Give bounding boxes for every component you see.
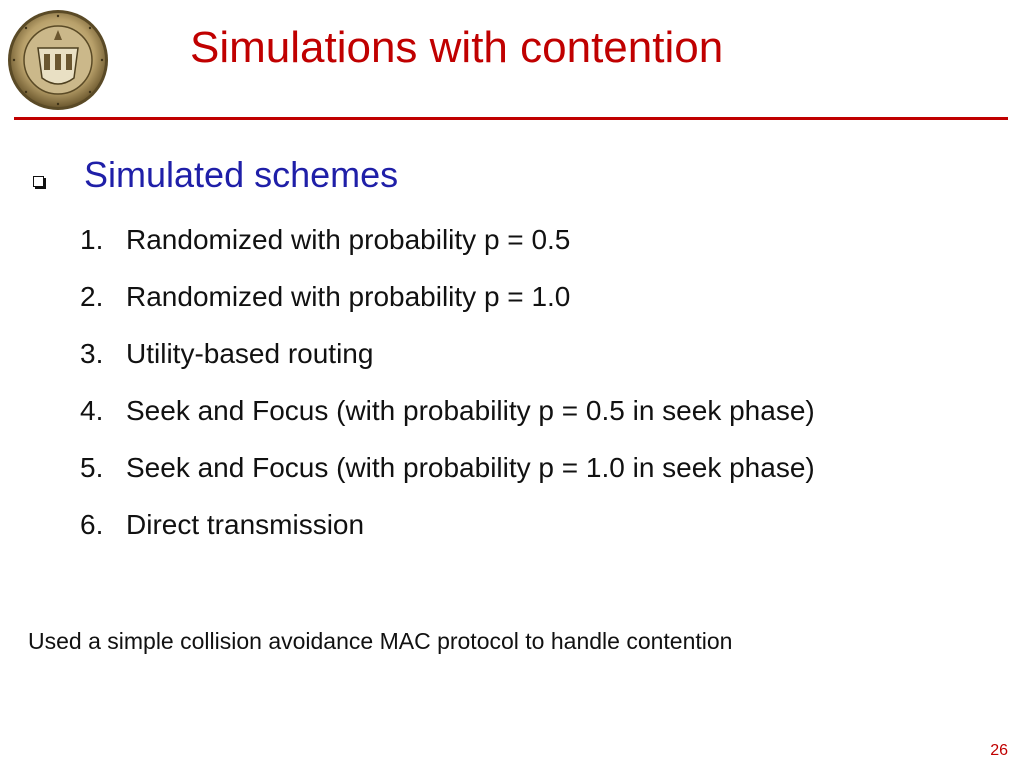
list-item bbox=[80, 338, 815, 395]
page-title: Simulations with contention bbox=[190, 23, 724, 72]
list-item-text: Randomized with probability p = 0.5 bbox=[126, 224, 571, 255]
list-item bbox=[80, 452, 815, 509]
list-item-number: 4. bbox=[80, 395, 104, 426]
list-item-text: Utility-based routing bbox=[126, 338, 374, 369]
list-item-number: 5. bbox=[80, 452, 104, 483]
checkbox-bullet-icon bbox=[33, 176, 44, 187]
page-number: 26 bbox=[990, 742, 1008, 759]
list-item bbox=[80, 395, 815, 452]
list-item bbox=[80, 224, 815, 281]
title-divider bbox=[14, 117, 1008, 120]
list-item bbox=[80, 281, 815, 338]
list-item-text: Direct transmission bbox=[126, 509, 365, 540]
list-item-number: 2. bbox=[80, 281, 104, 312]
list-item-text: Seek and Focus (with probability p = 1.0 in seek phase) bbox=[126, 452, 815, 483]
scheme-list bbox=[80, 224, 815, 566]
list-item-number: 3. bbox=[80, 338, 104, 369]
list-item-text: Seek and Focus (with probability p = 0.5 in seek phase) bbox=[126, 395, 815, 426]
section-heading: Simulated schemes bbox=[84, 154, 399, 195]
list-item bbox=[80, 509, 815, 566]
list-item-number: 1. bbox=[80, 224, 104, 255]
footnote-text: Used a simple collision avoidance MAC protocol to handle contention bbox=[28, 628, 733, 654]
list-item-number: 6. bbox=[80, 509, 104, 540]
university-seal-icon bbox=[6, 8, 110, 112]
list-item-text: Randomized with probability p = 1.0 bbox=[126, 281, 571, 312]
